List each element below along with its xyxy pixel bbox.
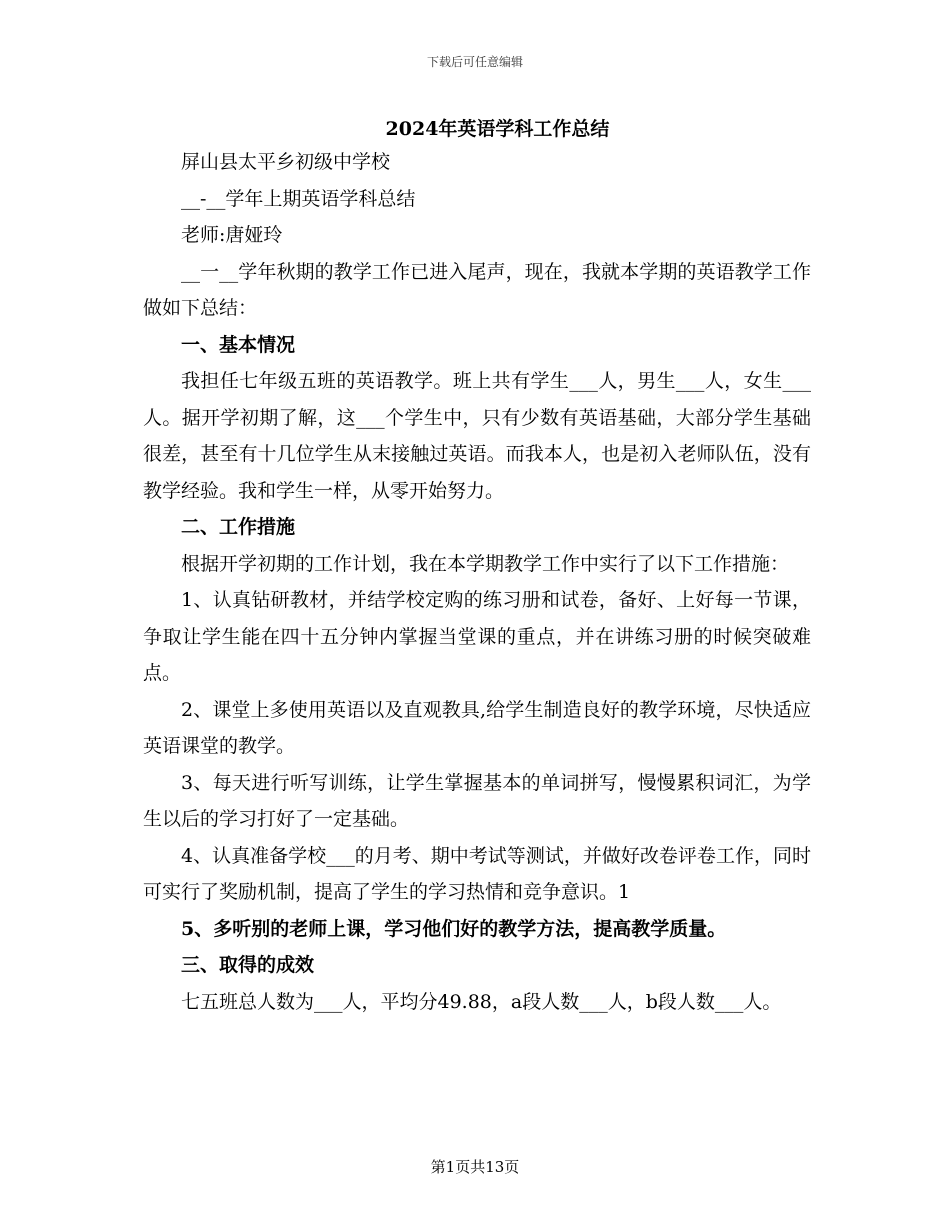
paragraph-teacher: 老师:唐娅玲 bbox=[181, 224, 283, 246]
list-item-measure-2: 2、课堂上多使用英语以及直观教具,给学生制造良好的教学环境，尽快适应英语课堂的教学。 bbox=[143, 698, 811, 757]
section-heading-basic: 一、基本情况 bbox=[181, 333, 296, 356]
header-note: 下载后可任意编辑 bbox=[426, 55, 523, 69]
document-title: 2024年英语学科工作总结 bbox=[385, 118, 610, 140]
paragraph-school: 屏山县太平乡初级中学校 bbox=[181, 151, 391, 173]
paragraph-results: 七五班总人数为___人，平均分49.88，a段人数___人，b段人数___人。 bbox=[181, 990, 782, 1013]
document-body bbox=[143, 144, 811, 1020]
paragraph-basic-situation: 我担任七年级五班的英语教学。班上共有学生___人，男生___人，女生___人。据开学初期了解，这___个学生中，只有少数有英语基础，大部分学生基础很差，甚至有十几位学生从末接触过英语。而我本人，也是初入老师队伍，没有教学经验。我和学生一样，从零开始努力。 bbox=[143, 370, 811, 502]
list-item-measure-4: 4、认真准备学校___的月考、期中考试等测试，并做好改卷评卷工作，同时可实行了奖励机制，提高了学生的学习热情和竞争意识。1 bbox=[143, 844, 811, 903]
list-item-measure-3: 3、每天进行听写训练，让学生掌握基本的单词拼写，慢慢累积词汇，为学生以后的学习打好了一定基础。 bbox=[143, 771, 811, 830]
list-item-measure-5: 5、多听别的老师上课，学习他们好的教学方法，提高教学质量。 bbox=[181, 917, 727, 940]
paragraph-intro: __一__学年秋期的教学工作已进入尾声，现在，我就本学期的英语教学工作做如下总结： bbox=[143, 260, 811, 319]
section-heading-measures: 二、工作措施 bbox=[181, 516, 296, 538]
page-number: 第1页共13页 bbox=[430, 1158, 520, 1176]
list-item-measure-1: 1、认真钻研教材，并结学校定购的练习册和试卷，备好、上好每一节课，争取让学生能在四十五分钟内掌握当堂课的重点，并在讲练习册的时候突破难点。 bbox=[143, 589, 811, 684]
paragraph-measures-intro: 根据开学初期的工作计划，我在本学期教学工作中实行了以下工作措施： bbox=[181, 552, 790, 575]
paragraph-term-summary: __-__学年上期英语学科总结 bbox=[181, 187, 416, 210]
section-heading-results: 三、取得的成效 bbox=[181, 954, 315, 976]
